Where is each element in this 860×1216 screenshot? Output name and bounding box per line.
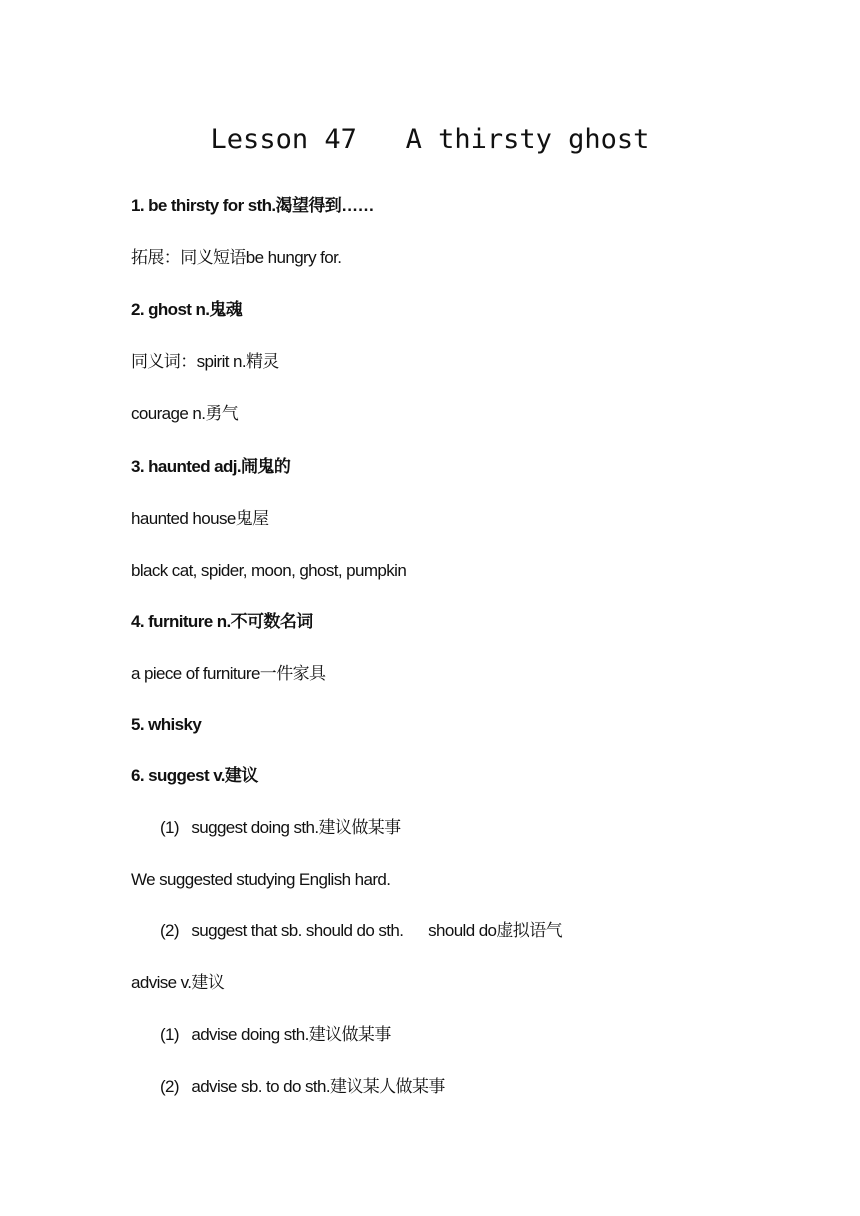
note-line: a piece of furniture一件家具: [131, 664, 326, 683]
document-title: Lesson 47 A thirsty ghost: [210, 124, 650, 155]
note-line: haunted house鬼屋: [131, 509, 269, 528]
vocab-item-heading: 5. whisky: [131, 715, 202, 734]
sub-point-line: (2) suggest that sb. should do sth. should do虚拟语气: [160, 921, 563, 940]
note-line: 同义词：spirit n.精灵: [131, 352, 279, 371]
note-line: advise v.建议: [131, 973, 225, 992]
vocab-item-heading: 4. furniture n.不可数名词: [131, 612, 313, 631]
note-line: courage n.勇气: [131, 404, 239, 423]
vocab-item-heading: 3. haunted adj.闹鬼的: [131, 457, 291, 476]
example-sentence: We suggested studying English hard.: [131, 870, 391, 889]
note-line: black cat, spider, moon, ghost, pumpkin: [131, 561, 407, 580]
sub-point-line: (1) advise doing sth.建议做某事: [160, 1025, 391, 1044]
vocab-item-heading: 6. suggest v.建议: [131, 766, 258, 785]
vocab-item-heading: 1. be thirsty for sth.渴望得到……: [131, 196, 374, 215]
vocab-item-heading: 2. ghost n.鬼魂: [131, 300, 243, 319]
sub-point-line: (2) advise sb. to do sth.建议某人做某事: [160, 1077, 445, 1096]
sub-point-line: (1) suggest doing sth.建议做某事: [160, 818, 401, 837]
note-line: 拓展：同义短语be hungry for.: [131, 248, 342, 267]
